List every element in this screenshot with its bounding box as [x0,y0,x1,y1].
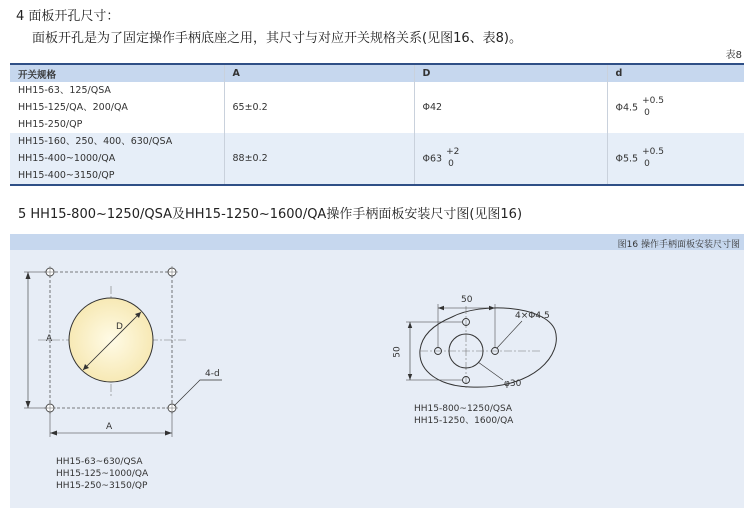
main-cutout-circle [69,298,153,382]
header-d-large: D [414,64,607,82]
model-line: HH15-63~630/QSA [56,457,143,467]
model-line: HH15-1250、1600/QA [414,416,514,426]
d-large-cell [414,133,607,185]
label-height-50: 50 [392,346,403,358]
section-4-title: 4 面板开孔尺寸： [16,9,120,24]
tolerance-lower: 0 [644,107,650,118]
tolerance-lower: 0 [644,158,650,169]
spec-line: HH15-63、125/QSA [18,85,111,96]
label-width-50: 50 [461,295,473,305]
holes-leader [174,380,222,406]
table-row [10,133,744,185]
tolerance-upper: +2 [446,146,460,157]
spec-line: HH15-400~1000/QA [18,153,116,164]
figure-caption: 图16 操作手柄面板安装尺寸图 [617,240,740,250]
header-a: A [224,64,414,82]
tolerance [638,96,674,120]
a-value: 65±0.2 [224,82,414,133]
model-line: HH15-800~1250/QSA [414,404,513,414]
table-number: 表8 [725,50,742,61]
tolerance-upper: +0.5 [642,95,664,106]
label-d: D [116,322,123,332]
spec-line: HH15-400~3150/QP [18,170,115,181]
tolerance [442,147,478,171]
label-center-diameter: φ30 [504,379,522,389]
section-4-description: 面板开孔是为了固定操作手柄底座之用，其尺寸与对应开关规格关系(见图16、表8)。 [32,31,522,46]
tolerance [638,147,674,171]
right-model-list [414,403,513,427]
label-mounting-holes: 4×Φ4.5 [515,311,550,321]
header-spec: 开关规格 [10,64,224,82]
d-large-cell [414,82,607,133]
tolerance-lower: 0 [448,158,454,169]
model-line: HH15-125~1000/QA [56,469,149,479]
d-large-base: Φ42 [422,102,443,113]
section-5-title: 5 HH15-800~1250/QSA及HH15-1250~1600/QA操作手柄面板安装尺寸图(见图16) [18,207,523,222]
table-header-row [10,64,744,82]
spec-cell [10,82,224,133]
spec-line: HH15-125/QA、200/QA [18,102,128,113]
d-small-base: Φ4.5 [615,102,639,113]
d-small-cell [607,82,744,133]
spec-line: HH15-250/QP [18,119,83,130]
d-small-cell [607,133,744,185]
label-a-vertical: A [46,334,53,344]
d-large-base: Φ63 [422,153,443,164]
table-row [10,82,744,133]
label-holes: 4-d [205,369,220,379]
tolerance-upper: +0.5 [642,146,664,157]
label-a-horizontal: A [106,422,113,432]
spec-cell [10,133,224,185]
a-value: 88±0.2 [224,133,414,185]
spec-table [10,63,744,186]
left-model-list [56,456,148,492]
d-small-base: Φ5.5 [615,153,639,164]
spec-line: HH15-160、250、400、630/QSA [18,136,173,147]
figure-area [10,250,744,508]
model-line: HH15-250~3150/QP [56,481,148,491]
header-d-small: d [607,64,744,82]
